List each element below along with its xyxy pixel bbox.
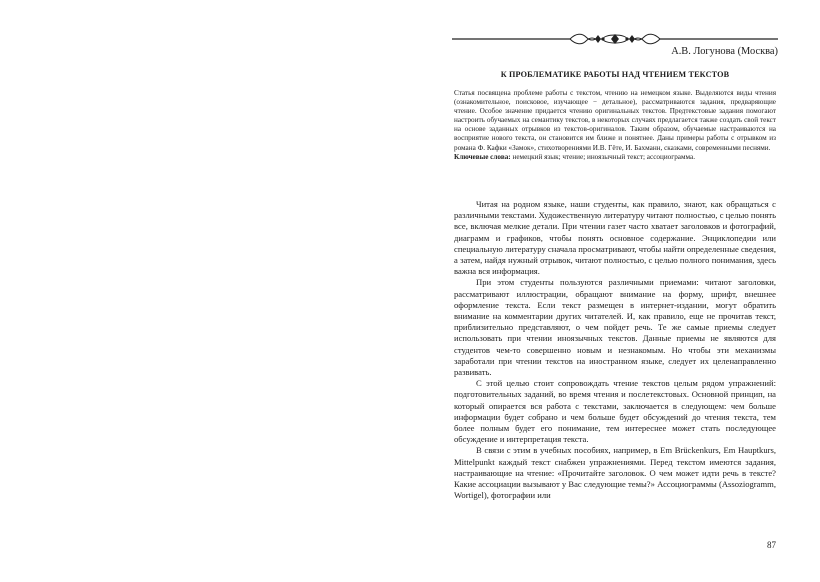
article-title: К ПРОБЛЕМАТИКЕ РАБОТЫ НАД ЧТЕНИЕМ ТЕКСТОВ (500, 70, 730, 79)
body-paragraph-4: В связи с этим в учебных пособиях, например, в Em Brückenkurs, Em Hauptkurs, Mittelpunkt каждый текст снабжен упражнениями. Перед текстом имеются задания, настраивающие на чтение: «Прочитайте заголовок. О чем может идти речь в тексте? Какие ассоциации вызывают у Вас следующие темы?» Ассоциограммы (Assoziogramm, Wortigel), фотографии или (454, 445, 776, 501)
abstract (454, 89, 776, 162)
page-number: 87 (767, 540, 776, 550)
abstract-text: Статья посвящена проблеме работы с текстом, чтению на немецком языке. Выделяются виды чтения (ознакомительное, поисковое, изучающее − детальное), рассматриваются задания, предваряющие чтение. Особое значение придается чтению оригинальных текстов. Предтекстовые задания помогают настроить обучаемых на семантику текстов, в некоторых случаях предлагается также создать свой текст на основе заданных отрывков из текстов-оригиналов. Таким образом, обучаемые настраиваются на восприятие нового текста, он становится им ближе и понятнее. Даны примеры работы с отрывком из романа Ф. Кафки «Замок», стихотворениями И.В. Гёте, И. Бахманн, сказками, современными песнями. (454, 89, 776, 152)
author-line: А.В. Логунова (Москва) (671, 46, 778, 57)
article-body (454, 199, 776, 501)
keywords-text: немецкий язык; чтение; иноязычный текст; ассоциограмма. (510, 152, 696, 161)
body-paragraph-2: При этом студенты пользуются различными приемами: читают заголовки, рассматривают иллюстрации, обращают внимание на форму, шрифт, внешнее оформление текста. Если текст размещен в интернет-издании, могут обратить внимание на комментарии других читателей. И, как правило, еще не прочитав текст, приблизительно представляют, о чем пойдет речь. Те же самые приемы следует использовать при чтении иноязычных текстов. Данные приемы не являются для студентов чем-то совершенно новым и незнакомым. Но чтобы эти механизмы заработали при чтении текстов на иностранном языке, следует их целенаправленно развивать. (454, 277, 776, 378)
right-page (452, 0, 778, 582)
keywords-label: Ключевые слова: (454, 152, 511, 161)
body-paragraph-3: С этой целью стоит сопровождать чтение текстов целым рядом упражнений: подготовительных заданий, во время чтения и послетекстовых. Основной принцип, на который опирается вся работа с текстами, заключается в следующем: чем больше информации будет собрано и чем больше будет обсуждений до чтения текста, тем более полным будет его понимание, тем интереснее может стать последующее обсуждение и интерпретация текста. (454, 378, 776, 445)
body-paragraph-1: Читая на родном языке, наши студенты, как правило, знают, как обращаться с различными текстами. Художественную литературу читают полностью, с целью понять все, включая мелкие детали. При чтении газет часто хватает заголовков и фотографий, диаграмм и графиков, чтобы понять основное содержание. Энциклопедии или специальную литературу сначала просматривают, чтобы найти определенные сведения, а затем, найдя нужный отрывок, читают полностью, с целью полного понимания, здесь важна вся информация. (454, 199, 776, 277)
decorative-scroll-divider-icon (452, 32, 778, 46)
